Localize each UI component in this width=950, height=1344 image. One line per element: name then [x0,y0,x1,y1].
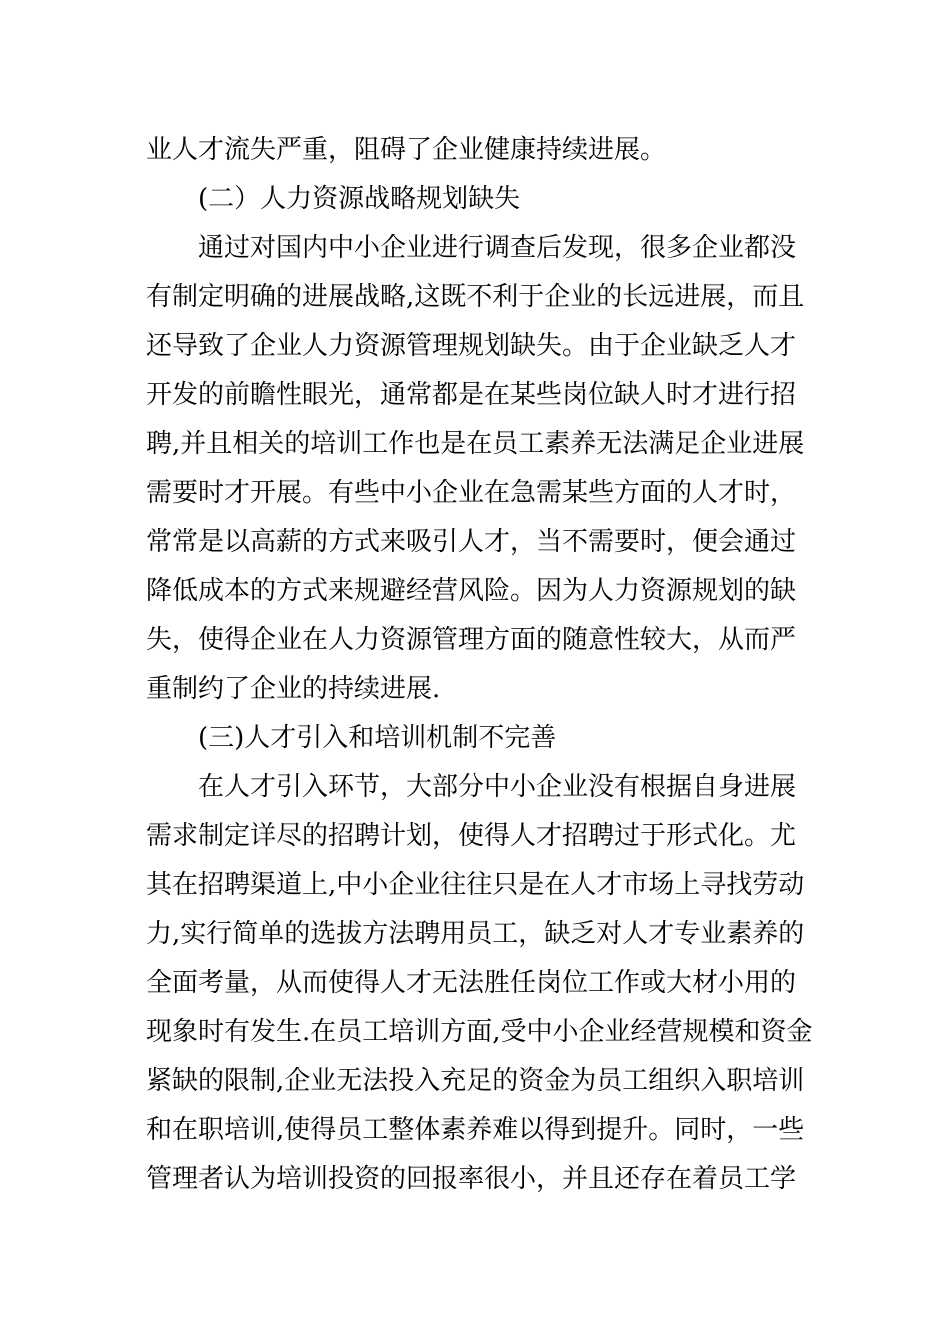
text-line: 管理者认为培训投资的回报率很小，并且还存在着员工学 [146,1164,797,1194]
text-line: 聘,并且相关的培训工作也是在员工素养无法满足企业进展 [146,429,805,459]
text-line: 紧缺的限制,企业无法投入充足的资金为员工组织入职培训 [146,1066,805,1096]
text-line: 失，使得企业在人力资源管理方面的随意性较大，从而严 [146,625,797,655]
text-line: 重制约了企业的持续进展. [146,674,441,704]
text-line: 在人才引入环节，大部分中小企业没有根据自身进展 [198,772,797,802]
text-line: 和在职培训,使得员工整体素养难以得到提升。同时，一些 [146,1115,805,1145]
text-line: 现象时有发生.在员工培训方面,受中小企业经营规模和资金 [146,1017,813,1047]
text-line: 其在招聘渠道上,中小企业往往只是在人才市场上寻找劳动 [146,870,805,900]
text-line: 开发的前瞻性眼光，通常都是在某些岗位缺人时才进行招 [146,380,797,410]
text-line: 还导致了企业人力资源管理规划缺失。由于企业缺乏人才 [146,331,797,361]
text-line: 全面考量，从而使得人才无法胜任岗位工作或大材小用的 [146,968,797,998]
text-line: 需要时才开展。有些中小企业在急需某些方面的人才时， [146,478,797,508]
text-line: (三)人才引入和培训机制不完善 [198,723,557,753]
text-line: 降低成本的方式来规避经营风险。因为人力资源规划的缺 [146,576,797,606]
text-line: (二）人力资源战略规划缺失 [198,184,521,214]
text-line: 有制定明确的进展战略,这既不利于企业的长远进展，而且 [146,282,805,312]
text-line: 需求制定详尽的招聘计划，使得人才招聘过于形式化。尤 [146,821,797,851]
text-line: 业人才流失严重，阻碍了企业健康持续进展。 [146,135,667,165]
text-line: 通过对国内中小企业进行调查后发现，很多企业都没 [198,233,797,263]
text-line: 常常是以高薪的方式来吸引人才，当不需要时，便会通过 [146,527,797,557]
text-line: 力,实行简单的选拔方法聘用员工，缺乏对人才专业素养的 [146,919,805,949]
body-text [146,126,813,1204]
